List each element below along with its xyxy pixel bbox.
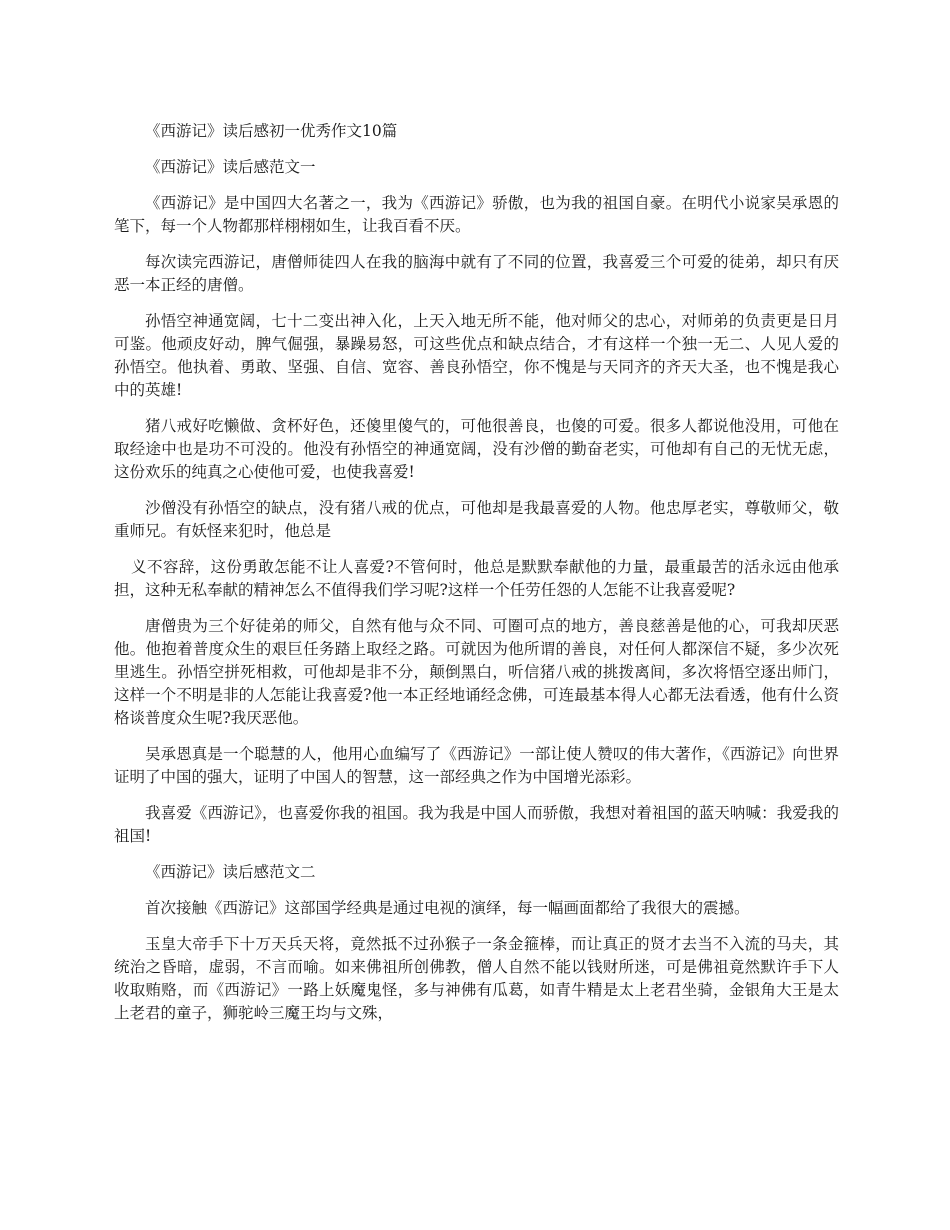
paragraph: 孙悟空神通宽阔，七十二变出神入化，上天入地无所不能，他对师父的忠心，对师弟的负责更是日月可鉴。他顽皮好动，脾气倔强，暴躁易怒，可这些优点和缺点结合，才有这样一个独一无二、人见人爱的孙悟空。他执着、勇敢、坚强、自信、宽容、善良孙悟空，你不愧是与天同齐的齐天大圣，也不愧是我心中的英雄! bbox=[114, 312, 839, 399]
document-title: 《西游记》读后感初一优秀作文10篇 bbox=[145, 122, 398, 140]
paragraph: 玉皇大帝手下十万天兵天将，竟然抵不过孙猴子一条金箍棒，而让真正的贤才去当不入流的马夫，其统治之昏暗，虚弱，不言而喻。如来佛祖所创佛教，僧人自然不能以钱财所迷，可是佛祖竟然默许手下人收取贿赂，而《西游记》一路上妖魔鬼怪，多与神佛有瓜葛，如青牛精是太上老君坐骑，金银角大王是太上老君的童子，狮驼岭三魔王均与文殊， bbox=[114, 935, 839, 1022]
paragraph-continuation: 义不容辞，这份勇敢怎能不让人喜爱?不管何时，他总是默默奉献他的力量，最重最苦的活永远由他承担，这种无私奉献的精神怎么不值得我们学习呢?这样一个任劳任怨的人怎能不让我喜爱呢? bbox=[114, 558, 839, 599]
paragraph: 《西游记》是中国四大名著之一，我为《西游记》骄傲，也为我的祖国自豪。在明代小说家吴承恩的笔下，每一个人物都那样栩栩如生，让我百看不厌。 bbox=[114, 194, 839, 235]
paragraph: 每次读完西游记，唐僧师徒四人在我的脑海中就有了不同的位置，我喜爱三个可爱的徒弟，却只有厌恶一本正经的唐僧。 bbox=[114, 253, 839, 294]
section-heading-1: 《西游记》读后感范文一 bbox=[145, 158, 316, 176]
paragraph: 猪八戒好吃懒做、贪杯好色，还傻里傻气的，可他很善良，也傻的可爱。很多人都说他没用，可他在取经途中也是功不可没的。他没有孙悟空的神通宽阔，没有沙僧的勤奋老实，可他却有自己的无忧无虑，这份欢乐的纯真之心使他可爱，也使我喜爱! bbox=[114, 417, 839, 481]
paragraph: 唐僧贵为三个好徒弟的师父，自然有他与众不同、可圈可点的地方，善良慈善是他的心，可我却厌恶他。他抱着普度众生的艰巨任务踏上取经之路。可就因为他所谓的善良，对任何人都深信不疑，多少次死里逃生。孙悟空拼死相救，可他却是非不分，颠倒黑白，听信猪八戒的挑拨离间，多次将悟空逐出师门，这样一个不明是非的人怎能让我喜爱?他一本正经地诵经念佛，可连最基本得人心都无法看透，他有什么资格谈普度众生呢?我厌恶他。 bbox=[114, 617, 839, 727]
document-page bbox=[114, 120, 839, 1038]
paragraph: 沙僧没有孙悟空的缺点，没有猪八戒的优点，可他却是我最喜爱的人物。他忠厚老实，尊敬师父，敬重师兄。有妖怪来犯时，他总是 bbox=[114, 499, 839, 540]
paragraph: 首次接触《西游记》这部国学经典是通过电视的演绎，每一幅画面都给了我很大的震撼。 bbox=[145, 899, 750, 917]
paragraph: 我喜爱《西游记》，也喜爱你我的祖国。我为我是中国人而骄傲，我想对着祖国的蓝天呐喊：我爱我的祖国! bbox=[114, 804, 839, 845]
section-heading-2: 《西游记》读后感范文二 bbox=[145, 863, 316, 881]
paragraph: 吴承恩真是一个聪慧的人，他用心血编写了《西游记》一部让使人赞叹的伟大著作，《西游记》向世界证明了中国的强大，证明了中国人的智慧，这一部经典之作为中国增光添彩。 bbox=[114, 745, 839, 786]
